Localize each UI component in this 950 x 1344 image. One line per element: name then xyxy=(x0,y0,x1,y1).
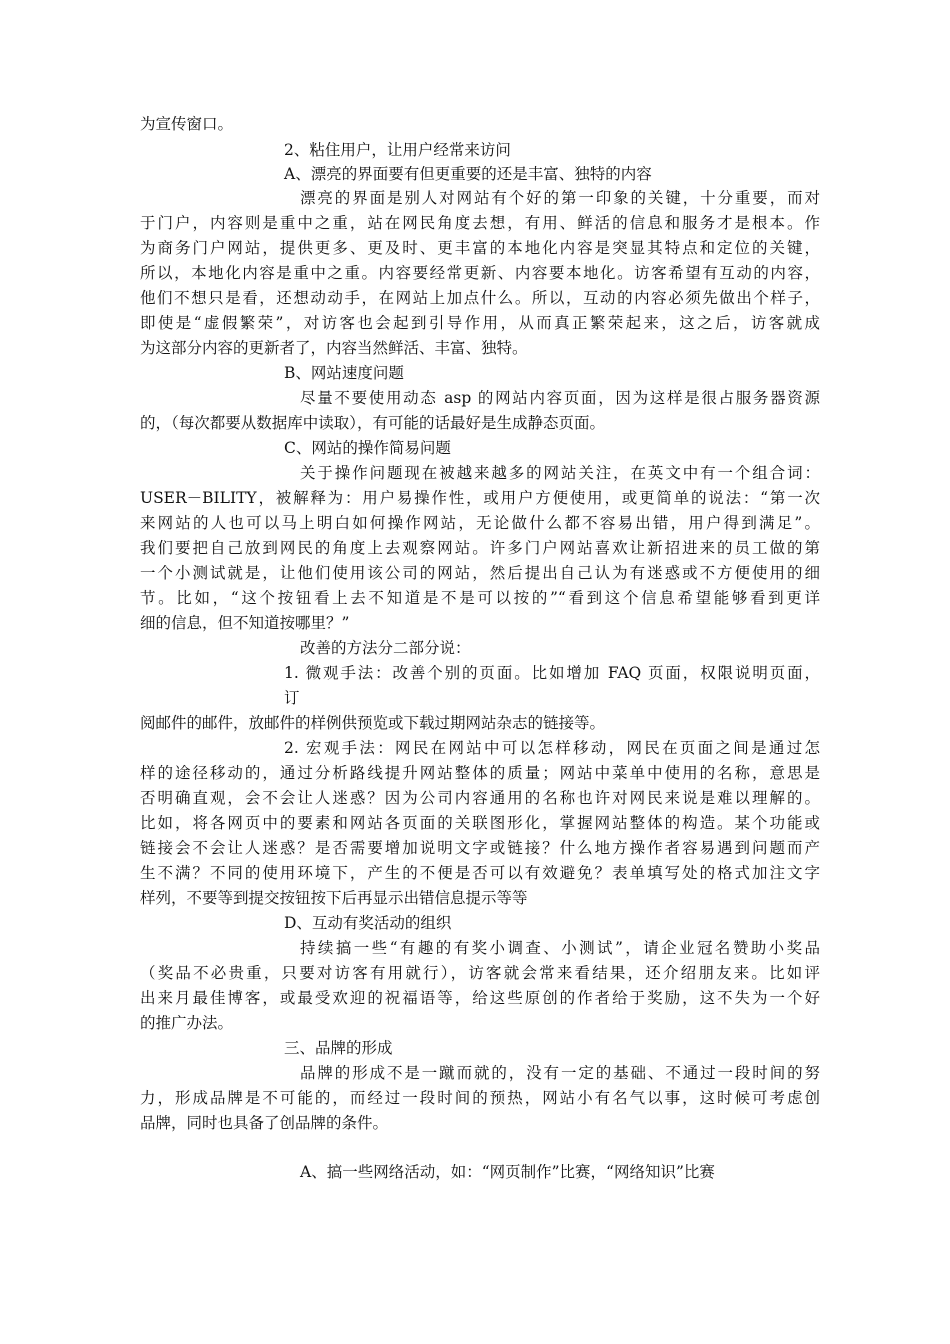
text-line: 的推广办法。 xyxy=(140,1014,234,1032)
subheading: D、互动有奖活动的组织 xyxy=(284,914,452,932)
text-line: 所以，本地化内容是重中之重。内容要经常更新、内容要本地化。访客希望有互动的内容， xyxy=(140,264,820,282)
subheading: B、网站速度问题 xyxy=(284,364,404,382)
text-line: 我们要把自己放到网民的角度上去观察网站。许多门户网站喜欢让新招进来的员工做的第 xyxy=(140,539,820,557)
text-line: 出来月最佳博客，或最受欢迎的祝福语等，给这些原创的作者给于奖励，这不失为一个好 xyxy=(140,989,820,1007)
text-line: 关于操作问题现在被越来越多的网站关注，在英文中有一个组合词： xyxy=(300,464,820,482)
text-line: 阅邮件的邮件，放邮件的样例供预览或下载过期网站杂志的链接等。 xyxy=(140,714,606,732)
text-line: 持续搞一些“有趣的有奖小调查、小测试”，请企业冠名赞助小奖品 xyxy=(300,939,820,957)
text-line: 样列，不要等到提交按钮按下后再显示出错信息提示等等 xyxy=(140,889,528,907)
text-line: 为这部分内容的更新者了，内容当然鲜活、丰富、独特。 xyxy=(140,339,528,357)
text-line: 品牌的形成不是一蹴而就的，没有一定的基础、不通过一段时间的努 xyxy=(300,1064,820,1082)
subheading: A、漂亮的界面要有但更重要的还是丰富、独特的内容 xyxy=(284,165,652,183)
text-line: 来网站的人也可以马上明白如何操作网站，无论做什么都不容易出错，用户得到满足”。 xyxy=(140,514,820,532)
text-line: 订 xyxy=(284,689,300,707)
text-line: 为宣传窗口。 xyxy=(140,115,234,133)
section-heading: 三、品牌的形成 xyxy=(284,1039,393,1057)
text-line: 改善的方法分二部分说： xyxy=(300,639,471,657)
text-line: 2. 宏观手法：网民在网站中可以怎样移动，网民在页面之间是通过怎 xyxy=(284,739,820,757)
text-line: 尽量不要使用动态 asp 的网站内容页面，因为这样是很占服务器资源 xyxy=(300,389,820,407)
text-line: 力，形成品牌是不可能的，而经过一段时间的预热，网站小有名气以事，这时候可考虑创 xyxy=(140,1089,820,1107)
text-line: （奖品不必贵重，只要对访客有用就行），访客就会常来看结果，还介绍朋友来。比如评 xyxy=(140,964,820,982)
text-line: 节。比如，“这个按钮看上去不知道是不是可以按的”“看到这个信息希望能够看到更详 xyxy=(140,589,820,607)
subheading: C、网站的操作简易问题 xyxy=(284,439,451,457)
text-line: 否明确直观，会不会让人迷惑？因为公司内容通用的名称也许对网民来说是难以理解的。 xyxy=(140,789,820,807)
text-line: 细的信息，但不知道按哪里？” xyxy=(140,614,350,632)
text-line: 1. 微观手法：改善个别的页面。比如增加 FAQ 页面，权限说明页面， xyxy=(284,664,820,682)
subheading: A、搞一些网络活动，如：“网页制作”比赛，“网络知识”比赛 xyxy=(300,1163,715,1181)
text-line: 品牌，同时也具备了创品牌的条件。 xyxy=(140,1114,389,1132)
text-line: 链接会不会让人迷惑？是否需要增加说明文字或链接？什么地方操作者容易遇到问题而产 xyxy=(140,839,820,857)
text-line: 生不满？不同的使用环境下，产生的不便是否可以有效避免？表单填写处的格式加注文字 xyxy=(140,864,820,882)
text-line: 于门户，内容则是重中之重，站在网民角度去想，有用、鲜活的信息和服务才是根本。作 xyxy=(140,214,820,232)
text-line: 即使是“虚假繁荣”，对访客也会起到引导作用，从而真正繁荣起来，这之后，访客就成 xyxy=(140,314,820,332)
text-line: 漂亮的界面是别人对网站有个好的第一印象的关键，十分重要，而对 xyxy=(300,189,820,207)
text-line: USER－BILITY，被解释为：用户易操作性，或用户方便使用，或更简单的说法：“第一次 xyxy=(140,489,820,507)
text-line: 样的途径移动的，通过分析路线提升网站整体的质量；网站中菜单中使用的名称，意思是 xyxy=(140,764,820,782)
text-line: 他们不想只是看，还想动动手，在网站上加点什么。所以，互动的内容必须先做出个样子， xyxy=(140,289,820,307)
text-line: 一个小测试就是，让他们使用该公司的网站，然后提出自己认为有迷惑或不方便使用的细 xyxy=(140,564,820,582)
text-line: 为商务门户网站，提供更多、更及时、更丰富的本地化内容是突显其特点和定位的关键， xyxy=(140,239,820,257)
text-line: 的，（每次都要从数据库中读取），有可能的话最好是生成静态页面。 xyxy=(140,414,606,432)
text-line: 比如，将各网页中的要素和网站各页面的关联图形化，掌握网站整体的构造。某个功能或 xyxy=(140,814,820,832)
subheading: 2、粘住用户，让用户经常来访问 xyxy=(284,141,511,159)
